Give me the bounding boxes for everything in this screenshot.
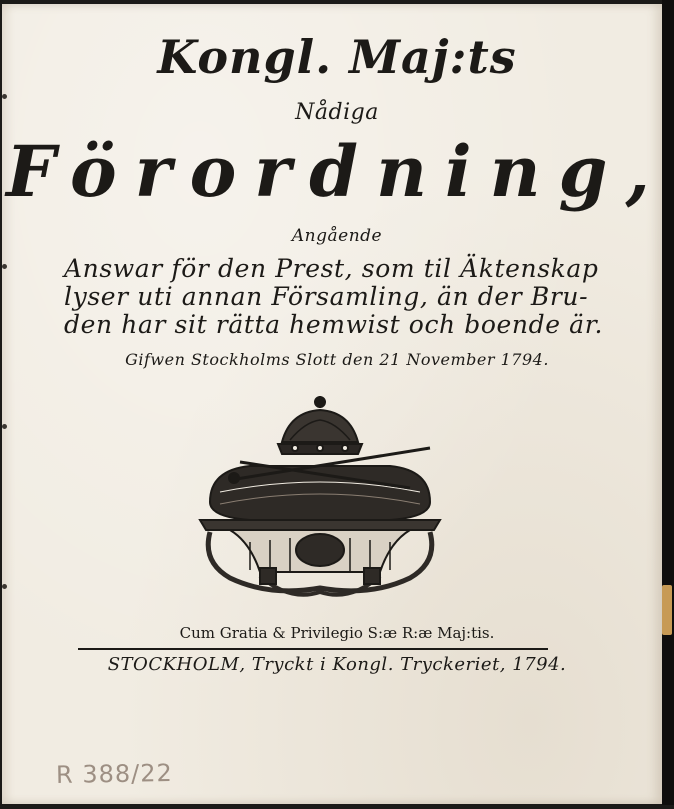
- binding-hole: [2, 264, 7, 269]
- shelfmark-annotation: R 388/22: [55, 758, 173, 790]
- body-line-3: den har sit rätta hemwist och boende är.: [64, 310, 604, 339]
- title-line-1: Kongl. Maj:ts: [157, 30, 517, 84]
- title-line-2: Nådiga: [295, 100, 379, 125]
- imprint-line: STOCKHOLM, Tryckt i Kongl. Tryckeriet, 1794.: [107, 654, 567, 675]
- binding-hole: [2, 584, 7, 589]
- imprint-rule: [78, 648, 548, 650]
- title-line-3: Förordning,: [6, 130, 668, 213]
- binding-hole: [2, 94, 7, 99]
- subtitle: Angående: [291, 226, 383, 246]
- dateline: Gifwen Stockholms Slott den 21 November 1794.: [125, 350, 549, 369]
- crown-cushion-sceptre-emblem-icon: [190, 392, 450, 612]
- privilege-line: Cum Gratia & Privilegio S:æ R:æ Maj:tis.: [179, 624, 495, 642]
- body-line-2: lyser uti annan Församling, än der Bru-: [64, 282, 589, 311]
- binding-hole: [2, 424, 7, 429]
- body-line-1: Answar för den Prest, som til Äktenskap: [64, 254, 599, 283]
